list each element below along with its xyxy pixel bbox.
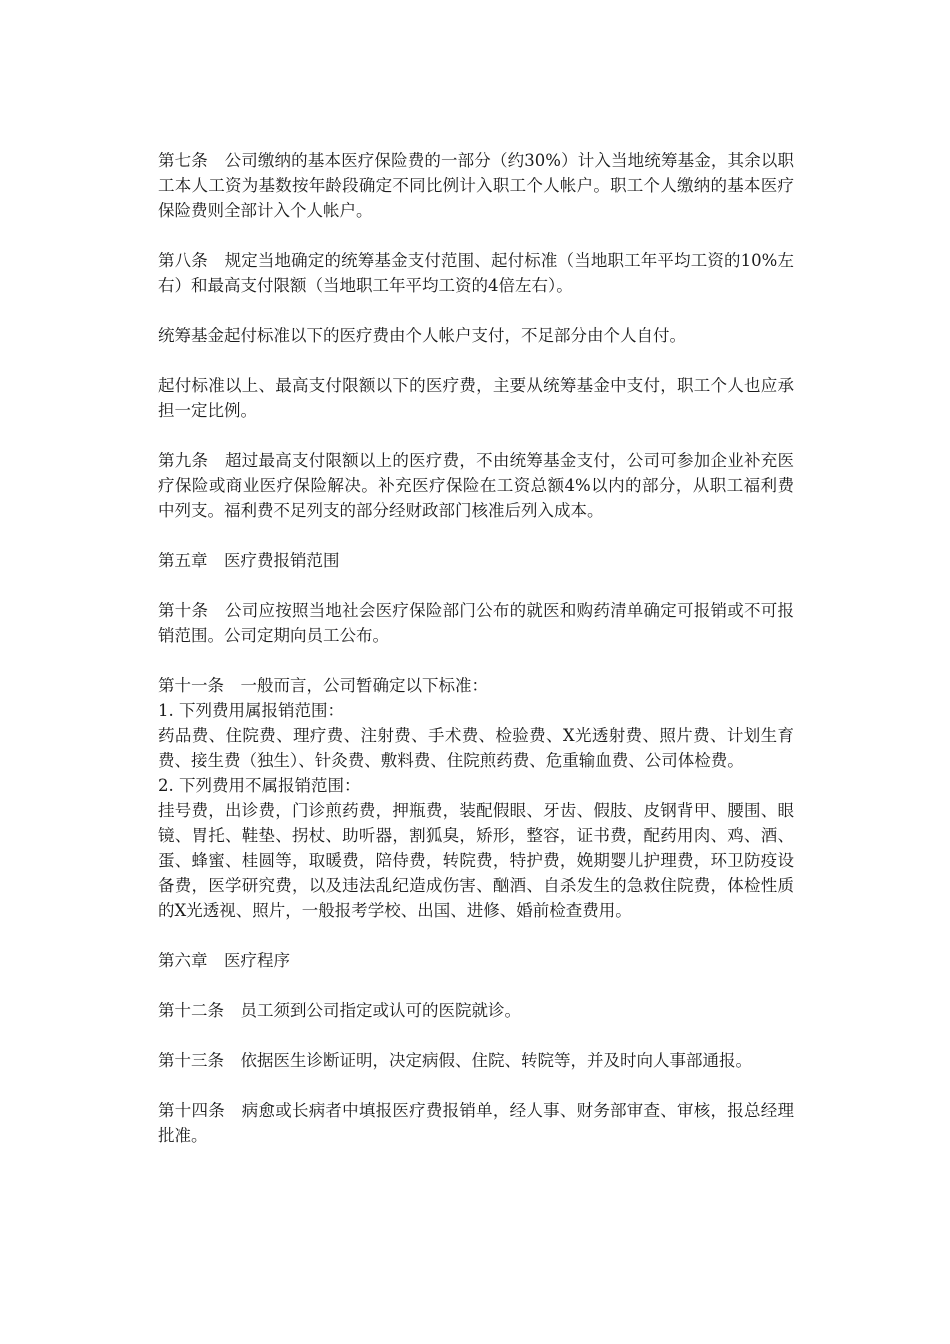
chapter-title: 第六章 医疗程序 <box>158 951 290 970</box>
paragraph-article-10 <box>158 598 794 648</box>
chapter-heading-6 <box>158 948 794 973</box>
paragraph-fund-below-threshold <box>158 323 794 348</box>
paragraph-text: 第七条 公司缴纳的基本医疗保险费的一部分（约30%）计入当地统筹基金，其余以职工本人工资为基数按年龄段确定不同比例计入职工个人帐户。职工个人缴纳的基本医疗保险费则全部计入个人帐户。 <box>158 151 794 220</box>
paragraph-text: 统筹基金起付标准以下的医疗费由个人帐户支付，不足部分由个人自付。 <box>158 326 686 345</box>
paragraph-text: 第十四条 病愈或长病者中填报医疗费报销单，经人事、财务部审查、审核，报总经理批准。 <box>158 1101 794 1145</box>
paragraph-fund-above-threshold <box>158 373 794 423</box>
paragraph-article-11 <box>158 673 794 923</box>
paragraph-article-12 <box>158 998 794 1023</box>
document-body <box>158 148 794 1148</box>
paragraph-text: 第十一条 一般而言，公司暂确定以下标准： <box>158 676 488 695</box>
paragraph-text: 第十条 公司应按照当地社会医疗保险部门公布的就医和购药清单确定可报销或不可报销范围。公司定期向员工公布。 <box>158 601 794 645</box>
list-heading-non-reimbursable: 2. 下列费用不属报销范围： <box>158 776 361 795</box>
paragraph-text: 第十二条 员工须到公司指定或认可的医院就诊。 <box>158 1001 521 1020</box>
chapter-title: 第五章 医疗费报销范围 <box>158 551 340 570</box>
paragraph-article-9 <box>158 448 794 523</box>
paragraph-article-7 <box>158 148 794 223</box>
paragraph-text: 第八条 规定当地确定的统筹基金支付范围、起付标准（当地职工年平均工资的10%左右）和最高支付限额（当地职工年平均工资的4倍左右）。 <box>158 251 794 295</box>
list-non-reimbursable-items: 挂号费，出诊费，门诊煎药费，押瓶费，装配假眼、牙齿、假肢、皮钢背甲、腰围、眼镜、胃托、鞋垫、拐杖、助听器，割狐臭，矫形，整容，证书费，配药用肉、鸡、酒、蛋、蜂蜜、桂圆等，取暖费，陪侍费，转院费，特护费，娩期婴儿护理费，环卫防疫设备费，医学研究费，以及违法乱纪造成伤害、酗酒、自杀发生的急救住院费，体检性质的X光透视、照片，一般报考学校、出国、进修、婚前检查费用。 <box>158 801 794 920</box>
paragraph-text: 第九条 超过最高支付限额以上的医疗费，不由统筹基金支付，公司可参加企业补充医疗保险或商业医疗保险解决。补充医疗保险在工资总额4%以内的部分，从职工福利费中列支。福利费不足列支的部分经财政部门核准后列入成本。 <box>158 451 794 520</box>
paragraph-text: 起付标准以上、最高支付限额以下的医疗费，主要从统筹基金中支付，职工个人也应承担一定比例。 <box>158 376 794 420</box>
paragraph-article-8 <box>158 248 794 298</box>
paragraph-text: 第十三条 依据医生诊断证明，决定病假、住院、转院等，并及时向人事部通报。 <box>158 1051 752 1070</box>
chapter-heading-5 <box>158 548 794 573</box>
paragraph-article-14 <box>158 1098 794 1148</box>
list-heading-reimbursable: 1. 下列费用属报销范围： <box>158 701 344 720</box>
list-reimbursable-items: 药品费、住院费、理疗费、注射费、手术费、检验费、X光透射费、照片费、计划生育费、接生费（独生）、针灸费、敷料费、住院煎药费、危重输血费、公司体检费。 <box>158 726 794 770</box>
paragraph-article-13 <box>158 1048 794 1073</box>
